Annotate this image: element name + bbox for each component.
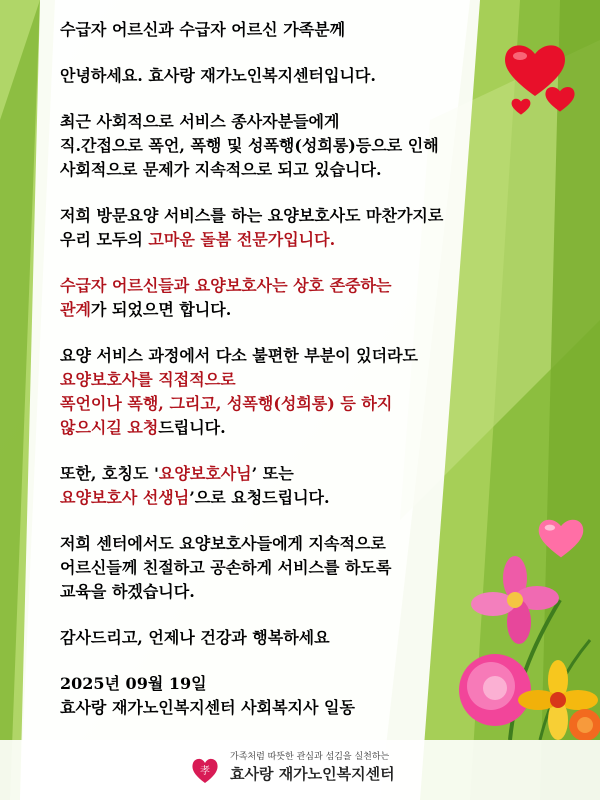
emphasis-text: 요양보호사 선생님 xyxy=(60,488,190,507)
paragraph-line xyxy=(60,298,560,322)
text-segment: 가 되었으면 합니다. xyxy=(90,300,232,319)
date-line: 2025년 09월 19일 xyxy=(60,674,207,693)
emphasis-text: 요양보호사님 xyxy=(158,464,252,483)
emphasis-line: 폭언이나 폭행, 그리고, 성폭행(성희롱) 등 하지 xyxy=(60,394,393,413)
closing-line: 감사드리고, 언제나 건강과 행복하세요 xyxy=(60,628,330,647)
text-segment: ’ 또는 xyxy=(251,464,294,483)
text-segment: 드립니다. xyxy=(158,418,226,437)
footer-org-name: 효사랑 재가노인복지센터 xyxy=(230,765,395,783)
emphasis-text: 관계 xyxy=(60,300,91,319)
paragraph-line xyxy=(60,462,560,486)
emphasis-line: 요양보호사를 직접적으로 xyxy=(60,370,236,389)
text-segment: ’으로 요청드립니다. xyxy=(189,488,330,507)
paragraph-line: 요양 서비스 과정에서 다소 불편한 부분이 있더라도 xyxy=(60,346,418,365)
paragraph-line: 직.간접으로 폭언, 폭행 및 성폭행(성희롱)등으로 인해 xyxy=(60,136,439,155)
paragraph-line: 최근 사회적으로 서비스 종사자분들에게 xyxy=(60,112,340,131)
paragraph-line: 저희 센터에서도 요양보호사들에게 지속적으로 xyxy=(60,534,386,553)
text-segment: 우리 모두의 xyxy=(60,230,149,249)
signature-line: 효사랑 재가노인복지센터 사회복지사 일동 xyxy=(60,698,355,717)
paragraph-line xyxy=(60,486,560,510)
hyo-logo-icon xyxy=(190,755,220,785)
svg-text:孝: 孝 xyxy=(200,766,210,777)
notice-letter xyxy=(60,18,560,720)
emphasis-line: 수급자 어르신들과 요양보호사는 상호 존중하는 xyxy=(60,276,392,295)
paragraph-line xyxy=(60,228,560,252)
paragraph-line: 교육을 하겠습니다. xyxy=(60,582,195,601)
greeting: 안녕하세요. 효사랑 재가노인복지센터입니다. xyxy=(60,66,376,85)
paragraph-line: 사회적으로 문제가 지속적으로 되고 있습니다. xyxy=(60,160,382,179)
salutation: 수급자 어르신과 수급자 어르신 가족분께 xyxy=(60,20,346,39)
emphasis-text: 고마운 돌봄 전문가 xyxy=(148,230,284,249)
paragraph-line: 어르신들께 친절하고 공손하게 서비스를 하도록 xyxy=(60,558,392,577)
footer-tagline: 가족처럼 따뜻한 관심과 섬김을 실천하는 xyxy=(230,752,390,762)
paragraph-line: 저희 방문요양 서비스를 하는 요양보호사도 마찬가지로 xyxy=(60,206,444,225)
footer-logo-block xyxy=(190,745,490,795)
text-segment: 또한, 호칭도 ' xyxy=(60,464,159,483)
emphasis-suffix: 입니다. xyxy=(283,230,336,249)
paragraph-line xyxy=(60,416,560,440)
emphasis-text: 않으시길 요청 xyxy=(60,418,159,437)
